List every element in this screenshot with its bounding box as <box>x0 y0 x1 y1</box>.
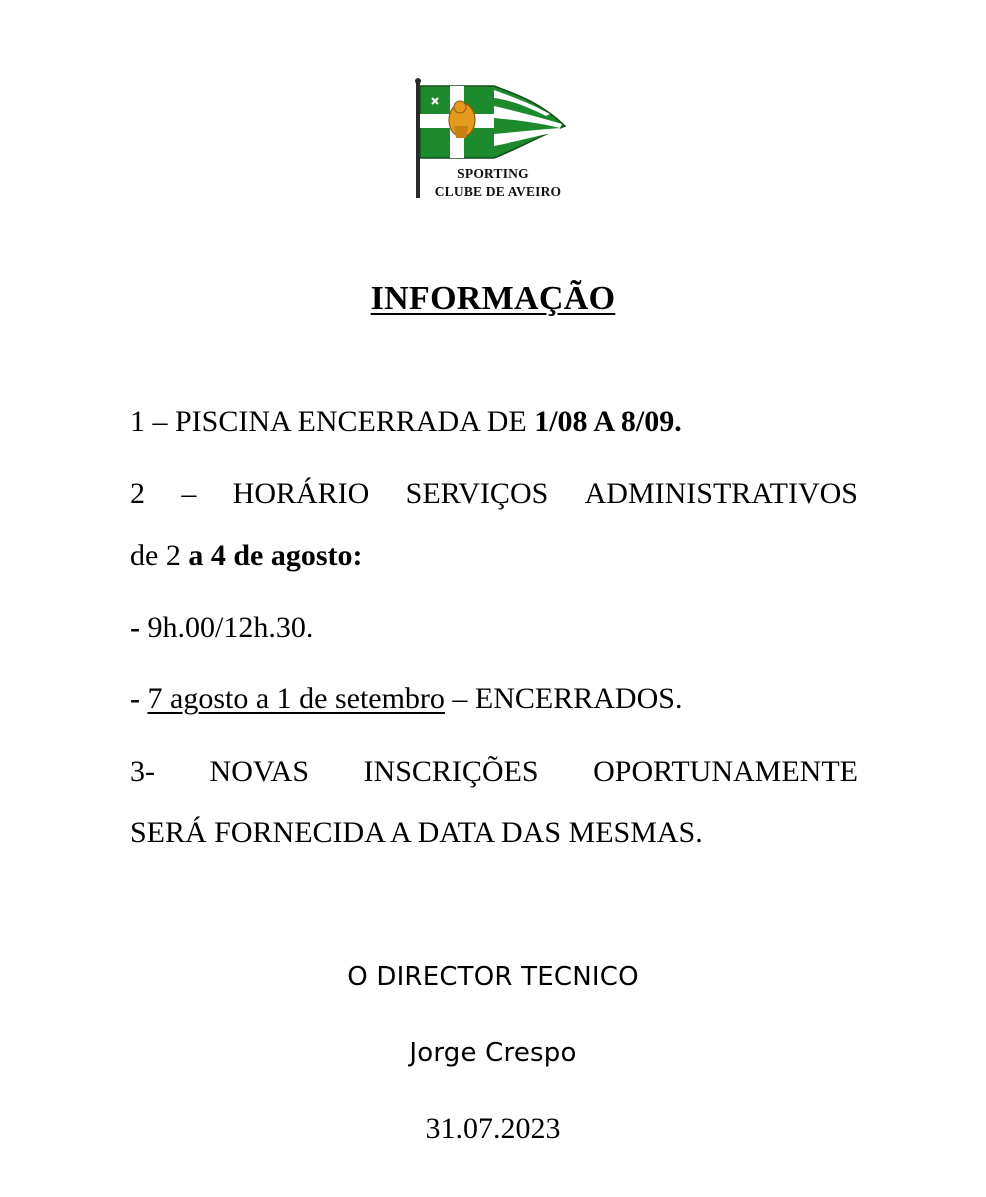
notice-item-2-line-2 <box>130 538 858 574</box>
item-2-word: ADMINISTRATIVOS <box>584 477 858 510</box>
item-2-date-prefix: de 2 <box>130 539 189 572</box>
office-hours: 9h.00/12h.30. <box>140 611 314 644</box>
closed-period: 7 agosto a 1 de setembro <box>147 682 445 715</box>
item-3-word: NOVAS <box>209 755 310 788</box>
page-title: INFORMAÇÃO <box>370 280 616 317</box>
signature-name: Jorge Crespo <box>409 1038 577 1068</box>
closed-label: – ENCERRADOS. <box>444 682 683 715</box>
item-3-word: 3- <box>130 755 155 788</box>
item-2-date-range: a 4 de agosto: <box>188 539 363 572</box>
club-logo <box>410 76 580 206</box>
item-3-word: INSCRIÇÕES <box>363 755 539 788</box>
item-1-text: 1 – PISCINA ENCERRADA DE <box>130 405 535 438</box>
item-1-dates: 1/08 A 8/09. <box>534 405 682 438</box>
bullet-dash: - <box>130 682 140 715</box>
bullet-dash: - <box>130 611 140 644</box>
notice-item-3-line-2: SERÁ FORNECIDA A DATA DAS MESMAS. <box>130 816 703 849</box>
item-2-word: SERVIÇOS <box>405 477 549 510</box>
item-2-word: 2 <box>130 477 145 510</box>
logo-line-2: CLUBE DE AVEIRO <box>434 184 562 199</box>
signature-role: O DIRECTOR TECNICO <box>347 962 639 992</box>
logo-line-1: SPORTING <box>457 166 529 181</box>
notice-item-2b <box>130 681 858 717</box>
notice-item-3-line-1 <box>130 754 858 790</box>
document-date: 31.07.2023 <box>425 1112 561 1145</box>
item-2-word: HORÁRIO <box>232 477 370 510</box>
item-3-word: OPORTUNAMENTE <box>593 755 858 788</box>
item-2-word: – <box>181 477 197 510</box>
notice-item-2-line-1 <box>130 476 858 512</box>
notice-item-2a <box>130 610 858 646</box>
notice-item-1 <box>130 404 858 440</box>
